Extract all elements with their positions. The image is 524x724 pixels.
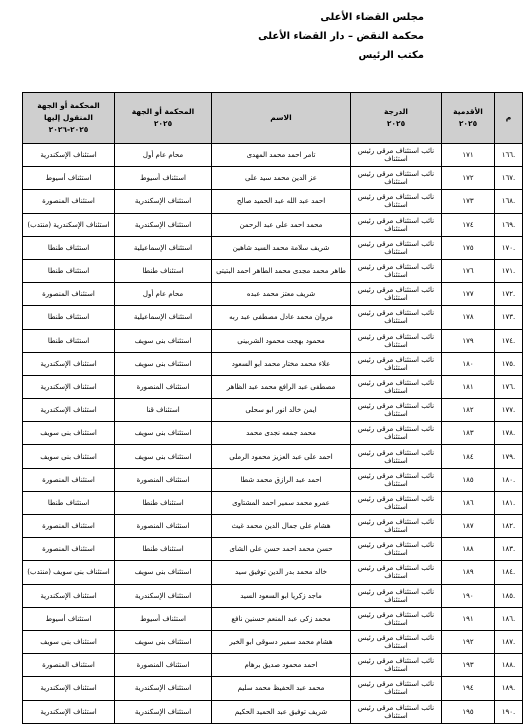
cell-name: خالد محمد بدر الدين توفيق سيد bbox=[212, 561, 351, 584]
cell-destination-court: استئناف طنطا bbox=[23, 259, 115, 282]
cell-name: شريف سلامة محمد السيد شاهين bbox=[212, 236, 351, 259]
cell-destination-court: استئناف طنطا bbox=[23, 306, 115, 329]
cell-current-court: محام عام أول bbox=[115, 144, 212, 167]
cell-degree: نائب استئناف مرقى رئيس استئناف bbox=[351, 329, 442, 352]
cell-name: عمرو محمد سمير احمد المشتاوى bbox=[212, 491, 351, 514]
cell-degree: نائب استئناف مرقى رئيس استئناف bbox=[351, 213, 442, 236]
cell-destination-court: استئناف الإسكندرية bbox=[23, 584, 115, 607]
cell-seniority: ١٨٩ bbox=[442, 561, 495, 584]
cell-seniority: ١٨٦ bbox=[442, 491, 495, 514]
cell-number: .١٨٧ bbox=[495, 630, 523, 653]
cell-name: محمود بهجت محمود الشربينى bbox=[212, 329, 351, 352]
cell-degree: نائب استئناف مرقى رئيس استئناف bbox=[351, 190, 442, 213]
cell-current-court: استئناف بنى سويف bbox=[115, 422, 212, 445]
council-title: مجلس القضاء الأعلى bbox=[320, 12, 424, 23]
cell-name: محمد جمعه نجدى محمد bbox=[212, 422, 351, 445]
table-row bbox=[23, 561, 523, 584]
cell-degree: نائب استئناف مرقى رئيس استئناف bbox=[351, 677, 442, 700]
cell-degree: نائب استئناف مرقى رئيس استئناف bbox=[351, 283, 442, 306]
cell-seniority: ١٨١ bbox=[442, 375, 495, 398]
cell-number: .١٦٦ bbox=[495, 144, 523, 167]
cell-number: .١٨٤ bbox=[495, 561, 523, 584]
cell-seniority: ١٧٥ bbox=[442, 236, 495, 259]
cell-destination-court: استئناف الإسكندرية bbox=[23, 677, 115, 700]
cell-current-court: استئناف الإسكندرية bbox=[115, 213, 212, 236]
cell-name: مصطفى عبد الرافع محمد عبد الظاهر bbox=[212, 375, 351, 398]
column-header-destination-court: المحكمة أو الجهة المنقول إليها ٢٠٢٥-٢٠٢٦ bbox=[23, 93, 115, 144]
table-row bbox=[23, 167, 523, 190]
cell-destination-court: استئناف الإسكندرية bbox=[23, 375, 115, 398]
cell-name: علاء محمد مختار محمد ابو السعود bbox=[212, 352, 351, 375]
cell-current-court: استئناف المنصورة bbox=[115, 654, 212, 677]
table-row bbox=[23, 144, 523, 167]
judges-table bbox=[22, 92, 523, 724]
cell-current-court: استئناف قنا bbox=[115, 399, 212, 422]
cell-seniority: ١٧٩ bbox=[442, 329, 495, 352]
cell-number: .١٧٦ bbox=[495, 375, 523, 398]
column-header-current-court: المحكمة أو الجهة ٢٠٢٥ bbox=[115, 93, 212, 144]
cell-current-court: استئناف الإسماعيلية bbox=[115, 306, 212, 329]
cell-current-court: استئناف المنصورة bbox=[115, 375, 212, 398]
cell-name: مروان محمد عادل مصطفى عبد ربه bbox=[212, 306, 351, 329]
cell-name: شريف معتز محمد عبده bbox=[212, 283, 351, 306]
cell-seniority: ١٨٠ bbox=[442, 352, 495, 375]
cell-degree: نائب استئناف مرقى رئيس استئناف bbox=[351, 515, 442, 538]
cell-current-court: استئناف الإسماعيلية bbox=[115, 236, 212, 259]
cell-seniority: ١٧٧ bbox=[442, 283, 495, 306]
cell-name: هشام على جمال الدين محمد غيث bbox=[212, 515, 351, 538]
cell-number: .١٧٥ bbox=[495, 352, 523, 375]
cell-degree: نائب استئناف مرقى رئيس استئناف bbox=[351, 167, 442, 190]
cell-number: .١٦٧ bbox=[495, 167, 523, 190]
cell-destination-court: استئناف بنى سويف bbox=[23, 422, 115, 445]
cell-name: ماجد زكريا ابو السعود السيد bbox=[212, 584, 351, 607]
table-row bbox=[23, 236, 523, 259]
cell-seniority: ١٧٨ bbox=[442, 306, 495, 329]
table-row bbox=[23, 283, 523, 306]
cell-seniority: ١٧٦ bbox=[442, 259, 495, 282]
court-title: محكمة النقض – دار القضاء الأعلى bbox=[258, 31, 424, 42]
cell-name: محمد احمد على عبد الرحمن bbox=[212, 213, 351, 236]
cell-degree: نائب استئناف مرقى رئيس استئناف bbox=[351, 259, 442, 282]
cell-destination-court: استئناف المنصورة bbox=[23, 283, 115, 306]
table-row bbox=[23, 491, 523, 514]
cell-number: .١٨٣ bbox=[495, 538, 523, 561]
cell-seniority: ١٩١ bbox=[442, 607, 495, 630]
cell-seniority: ١٩٤ bbox=[442, 677, 495, 700]
cell-destination-court: استئناف الإسكندرية bbox=[23, 352, 115, 375]
cell-seniority: ١٧٢ bbox=[442, 167, 495, 190]
cell-current-court: استئناف بنى سويف bbox=[115, 352, 212, 375]
cell-seniority: ١٩٢ bbox=[442, 630, 495, 653]
cell-destination-court: استئناف بنى سويف bbox=[23, 630, 115, 653]
cell-current-court: استئناف المنصورة bbox=[115, 468, 212, 491]
cell-destination-court: استئناف أسيوط bbox=[23, 167, 115, 190]
cell-destination-court: استئناف أسيوط bbox=[23, 607, 115, 630]
table-header-row bbox=[23, 93, 523, 144]
cell-destination-court: استئناف المنصورة bbox=[23, 538, 115, 561]
cell-name: شريف توفيق عبد الحميد الحكيم bbox=[212, 700, 351, 723]
cell-number: .١٦٨ bbox=[495, 190, 523, 213]
cell-current-court: استئناف بنى سويف bbox=[115, 329, 212, 352]
cell-number: .١٨٠ bbox=[495, 468, 523, 491]
cell-degree: نائب استئناف مرقى رئيس استئناف bbox=[351, 375, 442, 398]
cell-degree: نائب استئناف مرقى رئيس استئناف bbox=[351, 352, 442, 375]
table-row bbox=[23, 213, 523, 236]
table-row bbox=[23, 259, 523, 282]
cell-number: .١٨٦ bbox=[495, 607, 523, 630]
table-row bbox=[23, 654, 523, 677]
cell-seniority: ١٨٥ bbox=[442, 468, 495, 491]
cell-destination-court: استئناف طنطا bbox=[23, 491, 115, 514]
cell-degree: نائب استئناف مرقى رئيس استئناف bbox=[351, 399, 442, 422]
cell-destination-court: استئناف الإسكندرية bbox=[23, 144, 115, 167]
cell-name: احمد محمود صديق برهام bbox=[212, 654, 351, 677]
cell-name: تامر احمد محمد المهدى bbox=[212, 144, 351, 167]
office-title: مكتب الرئيس bbox=[358, 50, 424, 61]
cell-name: ايمن خالد انور ابو سحلى bbox=[212, 399, 351, 422]
cell-seniority: ١٩٥ bbox=[442, 700, 495, 723]
cell-number: .١٨٨ bbox=[495, 654, 523, 677]
table-row bbox=[23, 584, 523, 607]
cell-degree: نائب استئناف مرقى رئيس استئناف bbox=[351, 607, 442, 630]
cell-number: .١٧١ bbox=[495, 259, 523, 282]
column-header-degree: الدرجة ٢٠٢٥ bbox=[351, 93, 442, 144]
cell-name: احمد عبد الله عبد الحميد صالح bbox=[212, 190, 351, 213]
cell-number: .١٦٩ bbox=[495, 213, 523, 236]
cell-destination-court: استئناف المنصورة bbox=[23, 190, 115, 213]
cell-degree: نائب استئناف مرقى رئيس استئناف bbox=[351, 236, 442, 259]
cell-current-court: استئناف الإسكندرية bbox=[115, 700, 212, 723]
cell-seniority: ١٩٠ bbox=[442, 584, 495, 607]
cell-number: .١٧٣ bbox=[495, 306, 523, 329]
cell-name: احمد على عبد العزيز محمود الرملى bbox=[212, 445, 351, 468]
cell-number: .١٨١ bbox=[495, 491, 523, 514]
cell-current-court: استئناف الإسكندرية bbox=[115, 677, 212, 700]
cell-destination-court: استئناف الإسكندرية bbox=[23, 399, 115, 422]
cell-name: محمد عبد الحفيظ محمد سليم bbox=[212, 677, 351, 700]
cell-degree: نائب استئناف مرقى رئيس استئناف bbox=[351, 700, 442, 723]
cell-seniority: ١٧٤ bbox=[442, 213, 495, 236]
cell-current-court: استئناف بنى سويف bbox=[115, 445, 212, 468]
cell-seniority: ١٨٣ bbox=[442, 422, 495, 445]
table-row bbox=[23, 468, 523, 491]
cell-degree: نائب استئناف مرقى رئيس استئناف bbox=[351, 422, 442, 445]
table-row bbox=[23, 306, 523, 329]
cell-number: .١٧٨ bbox=[495, 422, 523, 445]
cell-seniority: ١٧٣ bbox=[442, 190, 495, 213]
cell-name: حسن محمد احمد حسن على الشاى bbox=[212, 538, 351, 561]
cell-current-court: استئناف أسيوط bbox=[115, 167, 212, 190]
cell-seniority: ١٧١ bbox=[442, 144, 495, 167]
cell-number: .١٧٢ bbox=[495, 283, 523, 306]
cell-destination-court: استئناف بنى سويف (منتدب) bbox=[23, 561, 115, 584]
cell-number: .١٧٠ bbox=[495, 236, 523, 259]
table-row bbox=[23, 352, 523, 375]
cell-number: .١٩٠ bbox=[495, 700, 523, 723]
table-row bbox=[23, 677, 523, 700]
table-row bbox=[23, 515, 523, 538]
table-row bbox=[23, 422, 523, 445]
column-header-name: الاسم bbox=[212, 93, 351, 144]
table-body bbox=[23, 144, 523, 724]
cell-name: محمد زكى عبد المنعم حسنين نافع bbox=[212, 607, 351, 630]
cell-seniority: ١٨٤ bbox=[442, 445, 495, 468]
cell-name: هشام محمد سمير دسوقى ابو الخير bbox=[212, 630, 351, 653]
column-header-number: م bbox=[495, 93, 523, 144]
cell-number: .١٧٧ bbox=[495, 399, 523, 422]
cell-destination-court: استئناف طنطا bbox=[23, 236, 115, 259]
cell-seniority: ١٨٢ bbox=[442, 399, 495, 422]
column-header-seniority: الأقدمية ٢٠٢٥ bbox=[442, 93, 495, 144]
cell-degree: نائب استئناف مرقى رئيس استئناف bbox=[351, 445, 442, 468]
cell-destination-court: استئناف طنطا bbox=[23, 329, 115, 352]
cell-current-court: محام عام أول bbox=[115, 283, 212, 306]
cell-current-court: استئناف طنطا bbox=[115, 538, 212, 561]
cell-number: .١٧٩ bbox=[495, 445, 523, 468]
cell-degree: نائب استئناف مرقى رئيس استئناف bbox=[351, 561, 442, 584]
cell-destination-court: استئناف المنصورة bbox=[23, 515, 115, 538]
document-header bbox=[184, 8, 424, 65]
cell-current-court: استئناف الإسكندرية bbox=[115, 584, 212, 607]
cell-current-court: استئناف الإسكندرية bbox=[115, 190, 212, 213]
cell-seniority: ١٨٧ bbox=[442, 515, 495, 538]
cell-seniority: ١٨٨ bbox=[442, 538, 495, 561]
cell-current-court: استئناف بنى سويف bbox=[115, 561, 212, 584]
table-row bbox=[23, 445, 523, 468]
table-row bbox=[23, 375, 523, 398]
cell-destination-court: استئناف الإسكندرية (منتدب) bbox=[23, 213, 115, 236]
cell-degree: نائب استئناف مرقى رئيس استئناف bbox=[351, 654, 442, 677]
table-row bbox=[23, 607, 523, 630]
cell-current-court: استئناف بنى سويف bbox=[115, 630, 212, 653]
cell-degree: نائب استئناف مرقى رئيس استئناف bbox=[351, 538, 442, 561]
table-row bbox=[23, 190, 523, 213]
cell-number: .١٨٥ bbox=[495, 584, 523, 607]
cell-degree: نائب استئناف مرقى رئيس استئناف bbox=[351, 584, 442, 607]
cell-destination-court: استئناف بنى سويف bbox=[23, 445, 115, 468]
cell-name: طاهر محمد مجدى محمد الطاهر احمد البتيتى bbox=[212, 259, 351, 282]
table-row bbox=[23, 399, 523, 422]
cell-number: .١٧٤ bbox=[495, 329, 523, 352]
cell-degree: نائب استئناف مرقى رئيس استئناف bbox=[351, 144, 442, 167]
cell-name: احمد عبد الرازق محمد شطا bbox=[212, 468, 351, 491]
cell-destination-court: استئناف المنصورة bbox=[23, 654, 115, 677]
cell-destination-court: استئناف الإسكندرية bbox=[23, 700, 115, 723]
cell-degree: نائب استئناف مرقى رئيس استئناف bbox=[351, 306, 442, 329]
table-row bbox=[23, 538, 523, 561]
cell-number: .١٨٩ bbox=[495, 677, 523, 700]
cell-seniority: ١٩٣ bbox=[442, 654, 495, 677]
cell-current-court: استئناف المنصورة bbox=[115, 515, 212, 538]
table-row bbox=[23, 630, 523, 653]
cell-degree: نائب استئناف مرقى رئيس استئناف bbox=[351, 468, 442, 491]
cell-destination-court: استئناف المنصورة bbox=[23, 468, 115, 491]
table-row bbox=[23, 329, 523, 352]
cell-current-court: استئناف أسيوط bbox=[115, 607, 212, 630]
cell-degree: نائب استئناف مرقى رئيس استئناف bbox=[351, 630, 442, 653]
cell-name: عز الدين محمد سيد على bbox=[212, 167, 351, 190]
cell-number: .١٨٢ bbox=[495, 515, 523, 538]
cell-current-court: استئناف طنطا bbox=[115, 259, 212, 282]
cell-current-court: استئناف طنطا bbox=[115, 491, 212, 514]
cell-degree: نائب استئناف مرقى رئيس استئناف bbox=[351, 491, 442, 514]
